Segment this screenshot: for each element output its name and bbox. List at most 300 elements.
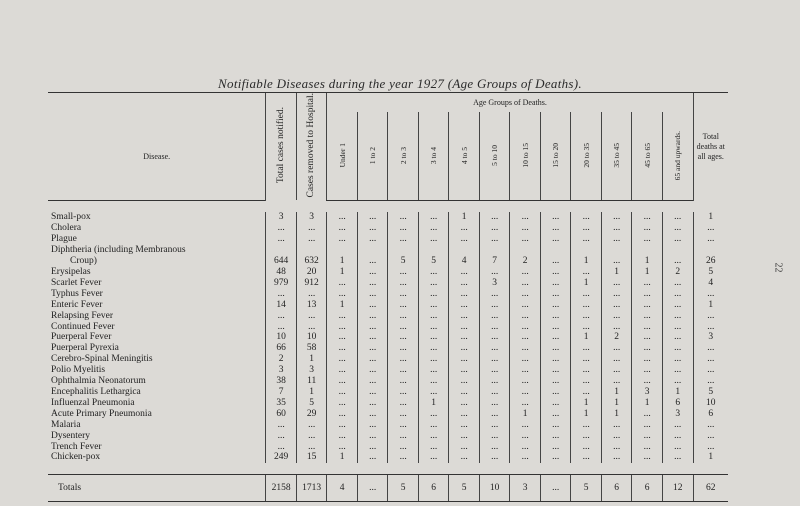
table-cell: ... <box>357 452 388 463</box>
table-cell: 60 <box>266 409 297 420</box>
totals-cell: 6 <box>632 475 663 502</box>
table-cell <box>327 245 358 256</box>
table-cell: ... <box>388 420 419 431</box>
table-cell: 1 <box>296 387 327 398</box>
table-cell: ... <box>418 322 449 333</box>
table-cell: ... <box>693 343 728 354</box>
table-cell: ... <box>266 431 297 442</box>
table-cell: 1 <box>693 452 728 463</box>
table-title: Notifiable Diseases during the year 1927 (Age Groups of Deaths). <box>218 76 582 91</box>
table-cell: ... <box>632 420 663 431</box>
table-cell: ... <box>418 311 449 322</box>
table-cell: ... <box>662 431 693 442</box>
table-row <box>48 300 728 311</box>
table-cell: ... <box>266 420 297 431</box>
table-cell: ... <box>540 376 571 387</box>
table-cell: ... <box>662 311 693 322</box>
table-cell: 2 <box>266 354 297 365</box>
table-cell: ... <box>479 409 510 420</box>
table-cell: ... <box>693 322 728 333</box>
totals-cell: 10 <box>479 475 510 502</box>
table-row <box>48 387 728 398</box>
table-cell: ... <box>540 354 571 365</box>
table-cell: ... <box>601 452 632 463</box>
table-cell <box>357 245 388 256</box>
disease-name: Influenzal Pneumonia <box>51 397 135 408</box>
table-cell: ... <box>296 322 327 333</box>
table-cell: 5 <box>388 256 419 267</box>
table-cell: ... <box>571 431 602 442</box>
table-cell: ... <box>510 212 541 223</box>
table-row <box>48 365 728 376</box>
table-cell: 48 <box>266 267 297 278</box>
table-cell: ... <box>266 322 297 333</box>
table-cell <box>266 245 297 256</box>
table-cell: ... <box>540 223 571 234</box>
table-cell: ... <box>540 212 571 223</box>
table-cell: ... <box>357 442 388 453</box>
table-cell: ... <box>632 322 663 333</box>
table-cell: ... <box>571 442 602 453</box>
table-cell: ... <box>296 442 327 453</box>
table-cell: 3 <box>296 212 327 223</box>
table-cell: ... <box>571 452 602 463</box>
table-cell: ... <box>266 289 297 300</box>
totals-cell: 6 <box>418 475 449 502</box>
disease-name: Dysentery <box>51 430 91 441</box>
table-cell: ... <box>327 311 358 322</box>
disease-name: Croup) <box>70 256 97 267</box>
table-row <box>48 452 728 463</box>
table-cell: 1 <box>327 300 358 311</box>
table-cell: ... <box>479 452 510 463</box>
table-cell: ... <box>449 322 480 333</box>
table-cell: 3 <box>693 332 728 343</box>
table-cell: ... <box>479 420 510 431</box>
table-cell: ... <box>449 452 480 463</box>
table-cell: ... <box>479 332 510 343</box>
table-cell: ... <box>662 234 693 245</box>
table-cell: ... <box>601 223 632 234</box>
table-cell: ... <box>510 322 541 333</box>
table-cell: ... <box>449 332 480 343</box>
disease-name: Continued Fever <box>51 321 115 332</box>
table-cell: ... <box>571 212 602 223</box>
table-cell <box>662 245 693 256</box>
table-cell: ... <box>632 278 663 289</box>
table-cell: ... <box>357 212 388 223</box>
table-cell: 15 <box>296 452 327 463</box>
table-cell: ... <box>479 442 510 453</box>
table-cell: ... <box>266 223 297 234</box>
table-cell: ... <box>510 343 541 354</box>
table-cell: ... <box>662 442 693 453</box>
table-row <box>48 431 728 442</box>
table-cell: ... <box>266 442 297 453</box>
table-cell: ... <box>357 234 388 245</box>
table-cell: 1 <box>296 354 327 365</box>
table-cell: ... <box>449 223 480 234</box>
table-cell: 249 <box>266 452 297 463</box>
table-cell: ... <box>388 223 419 234</box>
table-cell <box>601 245 632 256</box>
totals-label: Totals <box>48 475 266 502</box>
table-cell: ... <box>632 376 663 387</box>
table-cell: ... <box>357 278 388 289</box>
table-cell: ... <box>418 354 449 365</box>
table-cell: ... <box>418 452 449 463</box>
table-cell: 1 <box>601 409 632 420</box>
table-row <box>48 442 728 453</box>
table-cell: ... <box>662 452 693 463</box>
header-age-7: 15 to 20 <box>551 142 561 168</box>
header-total-cases: Total cases notified. <box>275 107 286 184</box>
table-cell: ... <box>510 354 541 365</box>
table-cell: 1 <box>327 452 358 463</box>
table-row <box>48 376 728 387</box>
table-cell: ... <box>388 398 419 409</box>
table-cell: ... <box>662 354 693 365</box>
table-cell: ... <box>601 365 632 376</box>
table-cell: ... <box>693 289 728 300</box>
table-cell: ... <box>388 365 419 376</box>
table-cell: 1 <box>632 398 663 409</box>
table-cell: ... <box>479 431 510 442</box>
table-cell: ... <box>449 343 480 354</box>
table-cell: ... <box>540 365 571 376</box>
table-cell: 4 <box>449 256 480 267</box>
table-cell: ... <box>418 278 449 289</box>
table-cell: 7 <box>479 256 510 267</box>
table-row <box>48 311 728 322</box>
table-cell: ... <box>632 234 663 245</box>
table-cell: ... <box>540 343 571 354</box>
header-age-5: 5 to 10 <box>490 144 500 166</box>
disease-name: Enteric Fever <box>51 299 103 310</box>
table-cell: ... <box>449 289 480 300</box>
table-cell: ... <box>479 300 510 311</box>
table-cell: ... <box>418 332 449 343</box>
table-cell: 912 <box>296 278 327 289</box>
table-cell: ... <box>327 431 358 442</box>
table-cell: ... <box>601 442 632 453</box>
table-cell: ... <box>357 376 388 387</box>
table-cell: ... <box>632 431 663 442</box>
table-cell: ... <box>327 212 358 223</box>
table-cell: 29 <box>296 409 327 420</box>
disease-name: Plague <box>51 234 77 245</box>
disease-name: Scarlet Fever <box>51 277 102 288</box>
table-cell: ... <box>510 431 541 442</box>
table-cell: 20 <box>296 267 327 278</box>
table-cell: ... <box>540 398 571 409</box>
table-cell: ... <box>296 311 327 322</box>
table-cell: 1 <box>571 256 602 267</box>
table-cell: ... <box>388 376 419 387</box>
table-cell: ... <box>540 289 571 300</box>
table-row <box>48 343 728 354</box>
table-cell <box>693 245 728 256</box>
table-cell <box>540 245 571 256</box>
table-cell: ... <box>479 376 510 387</box>
table-cell: ... <box>479 311 510 322</box>
table-cell: ... <box>571 300 602 311</box>
table-cell: ... <box>388 300 419 311</box>
header-age-2: 2 to 3 <box>398 146 408 164</box>
table-cell: ... <box>510 289 541 300</box>
table-cell: 1 <box>632 267 663 278</box>
table-cell: ... <box>632 300 663 311</box>
table-cell: ... <box>632 311 663 322</box>
table-cell: ... <box>571 223 602 234</box>
table-cell: ... <box>479 212 510 223</box>
table-cell: ... <box>327 409 358 420</box>
totals-cell: 3 <box>510 475 541 502</box>
disease-name: Relapsing Fever <box>51 310 114 321</box>
table-cell: ... <box>357 354 388 365</box>
table-cell: ... <box>327 289 358 300</box>
table-cell: ... <box>601 343 632 354</box>
table-cell: ... <box>632 354 663 365</box>
table-cell: ... <box>510 267 541 278</box>
table-cell: 2 <box>510 256 541 267</box>
table-cell: ... <box>571 234 602 245</box>
table-cell: 10 <box>266 332 297 343</box>
table-row <box>48 267 728 278</box>
table-cell: 1 <box>571 332 602 343</box>
table-cell: 3 <box>266 212 297 223</box>
table-cell: ... <box>540 409 571 420</box>
notifiable-diseases-table <box>48 92 728 502</box>
table-row <box>48 332 728 343</box>
table-cell: ... <box>662 332 693 343</box>
table-cell: ... <box>632 442 663 453</box>
header-disease: Disease. <box>48 112 266 200</box>
table-cell: 1 <box>601 398 632 409</box>
table-cell: ... <box>510 420 541 431</box>
table-cell: 644 <box>266 256 297 267</box>
table-cell: ... <box>479 365 510 376</box>
table-row <box>48 234 728 245</box>
table-cell: ... <box>449 376 480 387</box>
table-cell: ... <box>357 311 388 322</box>
table-cell: ... <box>479 322 510 333</box>
table-cell: ... <box>479 267 510 278</box>
table-cell: ... <box>449 278 480 289</box>
table-cell: ... <box>327 420 358 431</box>
totals-cell: 5 <box>449 475 480 502</box>
table-row <box>48 289 728 300</box>
header-age-3: 3 to 4 <box>429 146 439 164</box>
table-row <box>48 212 728 223</box>
table-cell: ... <box>540 420 571 431</box>
table-cell: ... <box>540 311 571 322</box>
table-cell: ... <box>662 300 693 311</box>
table-cell: ... <box>632 452 663 463</box>
table-cell: ... <box>388 452 419 463</box>
table-cell: ... <box>479 223 510 234</box>
table-cell: ... <box>418 223 449 234</box>
table-cell: ... <box>418 387 449 398</box>
table-cell: 1 <box>327 256 358 267</box>
table-cell: ... <box>388 212 419 223</box>
table-cell: 3 <box>479 278 510 289</box>
table-cell: 5 <box>296 398 327 409</box>
table-cell: ... <box>601 354 632 365</box>
table-cell: ... <box>418 212 449 223</box>
table-cell: 6 <box>693 409 728 420</box>
table-cell: ... <box>296 223 327 234</box>
table-cell: ... <box>296 420 327 431</box>
table-cell: ... <box>327 332 358 343</box>
table-cell: 3 <box>266 365 297 376</box>
totals-cell: 6 <box>601 475 632 502</box>
table-cell: ... <box>571 376 602 387</box>
table-cell: ... <box>571 365 602 376</box>
table-cell: ... <box>418 376 449 387</box>
table-cell: ... <box>357 322 388 333</box>
table-cell: ... <box>662 278 693 289</box>
table-cell: ... <box>540 234 571 245</box>
table-cell: ... <box>388 354 419 365</box>
table-cell: 1 <box>632 256 663 267</box>
table-cell: 26 <box>693 256 728 267</box>
table-cell: 1 <box>601 387 632 398</box>
table-cell: ... <box>693 365 728 376</box>
table-cell: ... <box>510 365 541 376</box>
table-cell: ... <box>327 365 358 376</box>
table-cell: 1 <box>449 212 480 223</box>
disease-name: Encephalitis Lethargica <box>51 386 141 397</box>
table-cell: ... <box>540 387 571 398</box>
table-cell: 10 <box>296 332 327 343</box>
table-cell <box>571 245 602 256</box>
table-cell: ... <box>388 289 419 300</box>
table-cell: ... <box>357 431 388 442</box>
table-cell: ... <box>266 311 297 322</box>
table-cell: ... <box>418 409 449 420</box>
table-row <box>48 245 728 256</box>
table-cell: ... <box>388 387 419 398</box>
table-cell: ... <box>662 223 693 234</box>
table-cell: ... <box>449 300 480 311</box>
table-cell: ... <box>662 420 693 431</box>
table-cell: ... <box>662 322 693 333</box>
table-cell: ... <box>693 311 728 322</box>
table-cell: ... <box>388 442 419 453</box>
table-cell: ... <box>540 452 571 463</box>
header-age-11: 65 and upwards. <box>673 130 683 180</box>
header-age-9: 35 to 45 <box>612 142 622 168</box>
totals-cell: 5 <box>571 475 602 502</box>
table-row <box>48 223 728 234</box>
table-cell: ... <box>510 300 541 311</box>
table-cell: 1 <box>693 300 728 311</box>
table-cell: 632 <box>296 256 327 267</box>
table-cell: 2 <box>601 332 632 343</box>
table-cell <box>296 245 327 256</box>
table-cell: ... <box>388 332 419 343</box>
table-cell: ... <box>540 442 571 453</box>
table-cell: 1 <box>601 267 632 278</box>
table-cell: ... <box>601 420 632 431</box>
header-age-0: Under 1 <box>337 143 347 168</box>
table-cell: ... <box>632 212 663 223</box>
table-cell: 1 <box>571 409 602 420</box>
table-cell: ... <box>357 256 388 267</box>
table-cell: ... <box>327 322 358 333</box>
table-cell: ... <box>693 431 728 442</box>
table-cell: ... <box>540 278 571 289</box>
table-cell <box>479 245 510 256</box>
table-cell: ... <box>449 398 480 409</box>
table-cell: ... <box>510 311 541 322</box>
table-cell: ... <box>571 322 602 333</box>
table-cell: 3 <box>632 387 663 398</box>
table-row <box>48 278 728 289</box>
table-cell: ... <box>357 267 388 278</box>
table-cell: ... <box>296 234 327 245</box>
header-age-4: 4 to 5 <box>459 146 469 164</box>
table-cell: ... <box>632 289 663 300</box>
table-cell: ... <box>693 376 728 387</box>
table-cell: ... <box>693 442 728 453</box>
table-cell: ... <box>418 267 449 278</box>
table-cell: ... <box>510 376 541 387</box>
table-cell: ... <box>357 387 388 398</box>
table-cell: ... <box>449 365 480 376</box>
table-cell: 1 <box>571 278 602 289</box>
table-cell: 35 <box>266 398 297 409</box>
table-cell: ... <box>571 387 602 398</box>
table-cell: ... <box>418 431 449 442</box>
table-cell: ... <box>601 212 632 223</box>
table-cell: ... <box>357 343 388 354</box>
table-cell: 3 <box>296 365 327 376</box>
header-age-6: 10 to 15 <box>520 142 530 168</box>
disease-name: Malaria <box>51 419 81 430</box>
table-cell: 1 <box>418 398 449 409</box>
disease-name: Acute Primary Pneumonia <box>51 408 152 419</box>
table-cell <box>632 245 663 256</box>
table-cell: ... <box>601 431 632 442</box>
table-cell: 3 <box>662 409 693 420</box>
table-cell: 1 <box>510 409 541 420</box>
totals-cell: ... <box>540 475 571 502</box>
table-cell: ... <box>327 234 358 245</box>
table-cell: ... <box>266 234 297 245</box>
disease-name: Erysipelas <box>51 267 91 278</box>
table-cell: ... <box>601 278 632 289</box>
table-cell: 5 <box>418 256 449 267</box>
disease-name: Chicken-pox <box>51 452 101 463</box>
table-cell: ... <box>479 234 510 245</box>
table-cell: ... <box>449 431 480 442</box>
table-cell: ... <box>327 442 358 453</box>
table-cell: ... <box>388 322 419 333</box>
table-cell: ... <box>388 431 419 442</box>
table-cell: ... <box>540 300 571 311</box>
table-cell: ... <box>418 300 449 311</box>
table-cell: ... <box>601 234 632 245</box>
header-age-10: 45 to 65 <box>642 142 652 168</box>
table-cell: ... <box>632 365 663 376</box>
table-cell: ... <box>388 278 419 289</box>
table-cell: ... <box>327 223 358 234</box>
table-cell: 58 <box>296 343 327 354</box>
header-age-groups: Age Groups of Deaths. <box>327 93 693 113</box>
totals-cell: 12 <box>662 475 693 502</box>
